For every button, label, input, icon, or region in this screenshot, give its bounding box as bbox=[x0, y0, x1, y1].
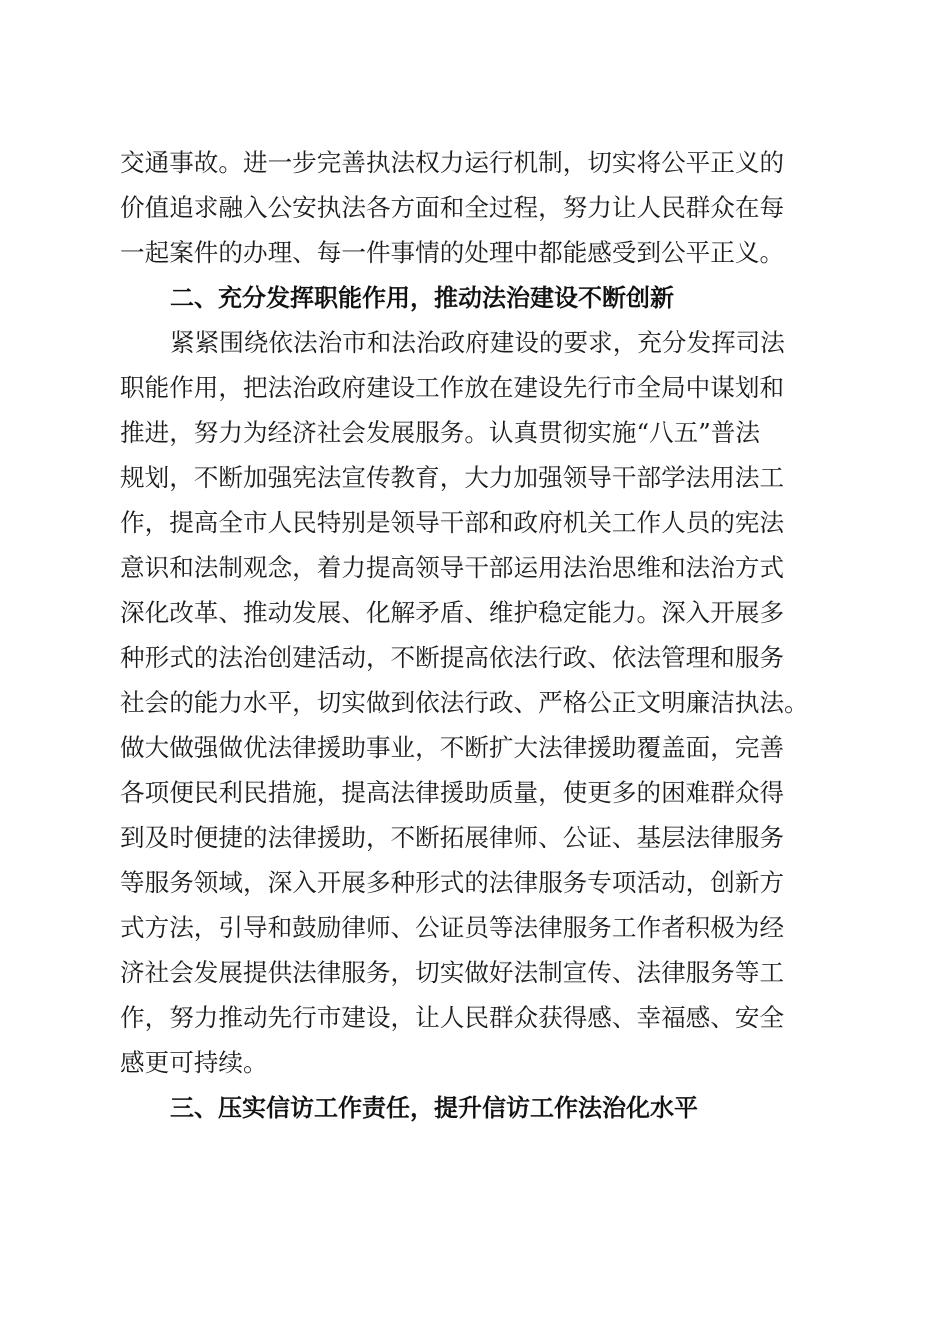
paragraph-line: 种形式的法治创建活动，不断提高依法行政、依法管理和服务 bbox=[120, 643, 785, 672]
paragraph-line: 职能作用，把法治政府建设工作放在建设先行市全局中谋划和 bbox=[120, 373, 785, 402]
paragraph-line: 做大做强做优法律援助事业，不断扩大法律援助覆盖面，完善 bbox=[120, 733, 785, 762]
paragraph-line: 到及时便捷的法律援助，不断拓展律师、公证、基层法律服务 bbox=[120, 823, 785, 852]
paragraph-line: 作，提高全市人民特别是领导干部和政府机关工作人员的宪法 bbox=[120, 508, 785, 537]
paragraph-line: 各项便民利民措施，提高法律援助质量，使更多的困难群众得 bbox=[120, 778, 785, 807]
paragraph-line: 一起案件的办理、每一件事情的处理中都能感受到公平正义。 bbox=[120, 238, 785, 267]
paragraph-line: 交通事故。进一步完善执法权力运行机制，切实将公平正义的 bbox=[120, 148, 785, 177]
paragraph-line: 意识和法制观念，着力提高领导干部运用法治思维和法治方式 bbox=[120, 553, 785, 582]
paragraph-line: 感更可持续。 bbox=[120, 1048, 268, 1077]
section-heading-3: 三、压实信访工作责任，提升信访工作法治化水平 bbox=[170, 1094, 698, 1122]
paragraph-line: 等服务领域，深入开展多种形式的法律服务专项活动，创新方 bbox=[120, 868, 785, 897]
paragraph-line: 推进，努力为经济社会发展服务。认真贯彻实施“八五”普法 bbox=[120, 418, 760, 447]
paragraph-line: 作，努力推动先行市建设，让人民群众获得感、幸福感、安全 bbox=[120, 1003, 785, 1032]
section-heading-2: 二、充分发挥职能作用，推动法治建设不断创新 bbox=[170, 284, 674, 312]
paragraph-line: 价值追求融入公安执法各方面和全过程，努力让人民群众在每 bbox=[120, 193, 785, 222]
paragraph-line: 式方法，引导和鼓励律师、公证员等法律服务工作者积极为经 bbox=[120, 913, 785, 942]
paragraph-line: 社会的能力水平，切实做到依法行政、严格公正文明廉洁执法。 bbox=[120, 688, 809, 717]
paragraph-line: 济社会发展提供法律服务，切实做好法制宣传、法律服务等工 bbox=[120, 958, 785, 987]
paragraph-line: 规划，不断加强宪法宣传教育，大力加强领导干部学法用法工 bbox=[120, 463, 785, 492]
paragraph-line: 深化改革、推动发展、化解矛盾、维护稳定能力。深入开展多 bbox=[120, 598, 785, 627]
paragraph-line: 紧紧围绕依法治市和法治政府建设的要求，充分发挥司法 bbox=[170, 328, 785, 357]
